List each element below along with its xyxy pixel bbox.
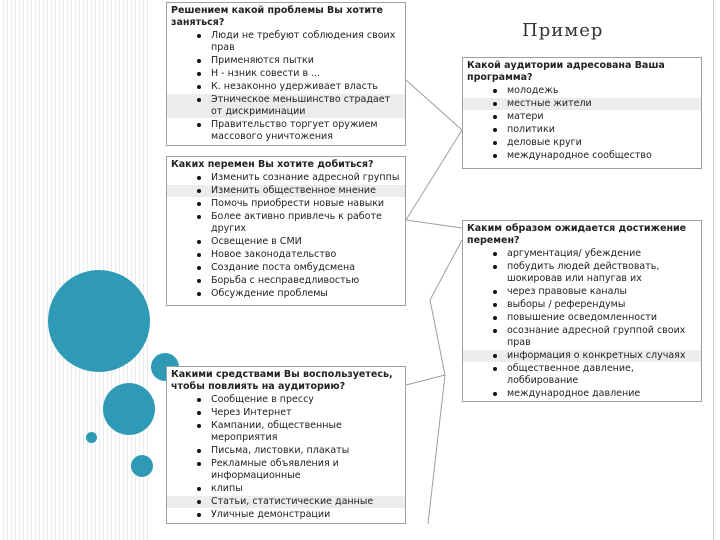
list-item: Кампании, общественные мероприятия bbox=[167, 420, 405, 444]
list-item: Более активно привлечь к работе других bbox=[167, 211, 405, 235]
decor-circle-large bbox=[48, 270, 150, 372]
list-item: осознание адресной группой своих прав bbox=[463, 325, 701, 349]
list-item: информация о конкретных случаях bbox=[463, 350, 701, 362]
list-item: Применяются пытки bbox=[167, 55, 405, 67]
methods-list bbox=[463, 248, 701, 400]
list-item: Рекламные объявления и информационные bbox=[167, 458, 405, 482]
list-item: Борьба с несправедливостью bbox=[167, 275, 405, 287]
list-item: молодежь bbox=[463, 85, 701, 97]
list-item: Создание поста омбудсмена bbox=[167, 262, 405, 274]
list-item: Н - нзник совести в ... bbox=[167, 68, 405, 80]
list-item: повышение осведомленности bbox=[463, 312, 701, 324]
list-item: аргументация/ убеждение bbox=[463, 248, 701, 260]
list-item: Этническое меньшинство страдает от дискриминации bbox=[167, 94, 405, 118]
list-item: Изменить общественное мнение bbox=[167, 185, 405, 197]
list-item: выборы / референдумы bbox=[463, 299, 701, 311]
list-item: местные жители bbox=[463, 98, 701, 110]
changes-box bbox=[166, 156, 406, 306]
list-item: клипы bbox=[167, 483, 405, 495]
list-item: Новое законодательство bbox=[167, 249, 405, 261]
list-item: деловые круги bbox=[463, 137, 701, 149]
methods-box bbox=[462, 220, 702, 402]
list-item: Изменить сознание адресной группы bbox=[167, 172, 405, 184]
list-item: Уличные демонстрации bbox=[167, 509, 405, 521]
list-item: Через Интернет bbox=[167, 407, 405, 419]
list-item: Сообщение в прессу bbox=[167, 394, 405, 406]
decor-circle-tiny bbox=[86, 432, 97, 443]
audience-question: Какой аудитории адресована Ваша программа? bbox=[467, 60, 665, 83]
list-item: международное давление bbox=[463, 388, 701, 400]
list-item: Обсуждение проблемы bbox=[167, 288, 405, 300]
list-item: через правовые каналы bbox=[463, 286, 701, 298]
audience-box bbox=[462, 57, 702, 169]
problems-list bbox=[167, 30, 405, 143]
changes-list bbox=[167, 172, 405, 300]
list-item: общественное давление, лоббирование bbox=[463, 363, 701, 387]
list-item: К. незаконно удерживает власть bbox=[167, 81, 405, 93]
methods-question: Каким образом ожидается достижение перемен? bbox=[467, 223, 687, 246]
decor-circle-medium bbox=[103, 383, 155, 435]
list-item: Помочь приобрести новые навыки bbox=[167, 198, 405, 210]
slide-border bbox=[713, 0, 714, 540]
list-item: Люди не требуют соблюдения своих прав bbox=[167, 30, 405, 54]
problems-box bbox=[166, 2, 406, 146]
means-box bbox=[166, 366, 406, 524]
problems-question: Решением какой проблемы Вы хотите заняться? bbox=[171, 5, 383, 28]
list-item: Письма, листовки, плакаты bbox=[167, 445, 405, 457]
slide-title: Пример bbox=[522, 20, 604, 41]
list-item: Освещение в СМИ bbox=[167, 236, 405, 248]
list-item: Статьи, статистические данные bbox=[167, 496, 405, 508]
changes-question: Каких перемен Вы хотите добиться? bbox=[171, 159, 374, 170]
means-list bbox=[167, 394, 405, 521]
list-item: международное сообщество bbox=[463, 150, 701, 162]
list-item: политики bbox=[463, 124, 701, 136]
decor-circle-small bbox=[131, 455, 153, 477]
audience-list bbox=[463, 85, 701, 162]
list-item: Правительство торгует оружием массового уничтожения bbox=[167, 119, 405, 143]
list-item: побудить людей действовать, шокировав или напугав их bbox=[463, 261, 701, 285]
decorative-stripes bbox=[0, 0, 150, 540]
means-question: Какими средствами Вы воспользуетесь, чтобы повлиять на аудиторию? bbox=[171, 369, 393, 392]
list-item: матери bbox=[463, 111, 701, 123]
